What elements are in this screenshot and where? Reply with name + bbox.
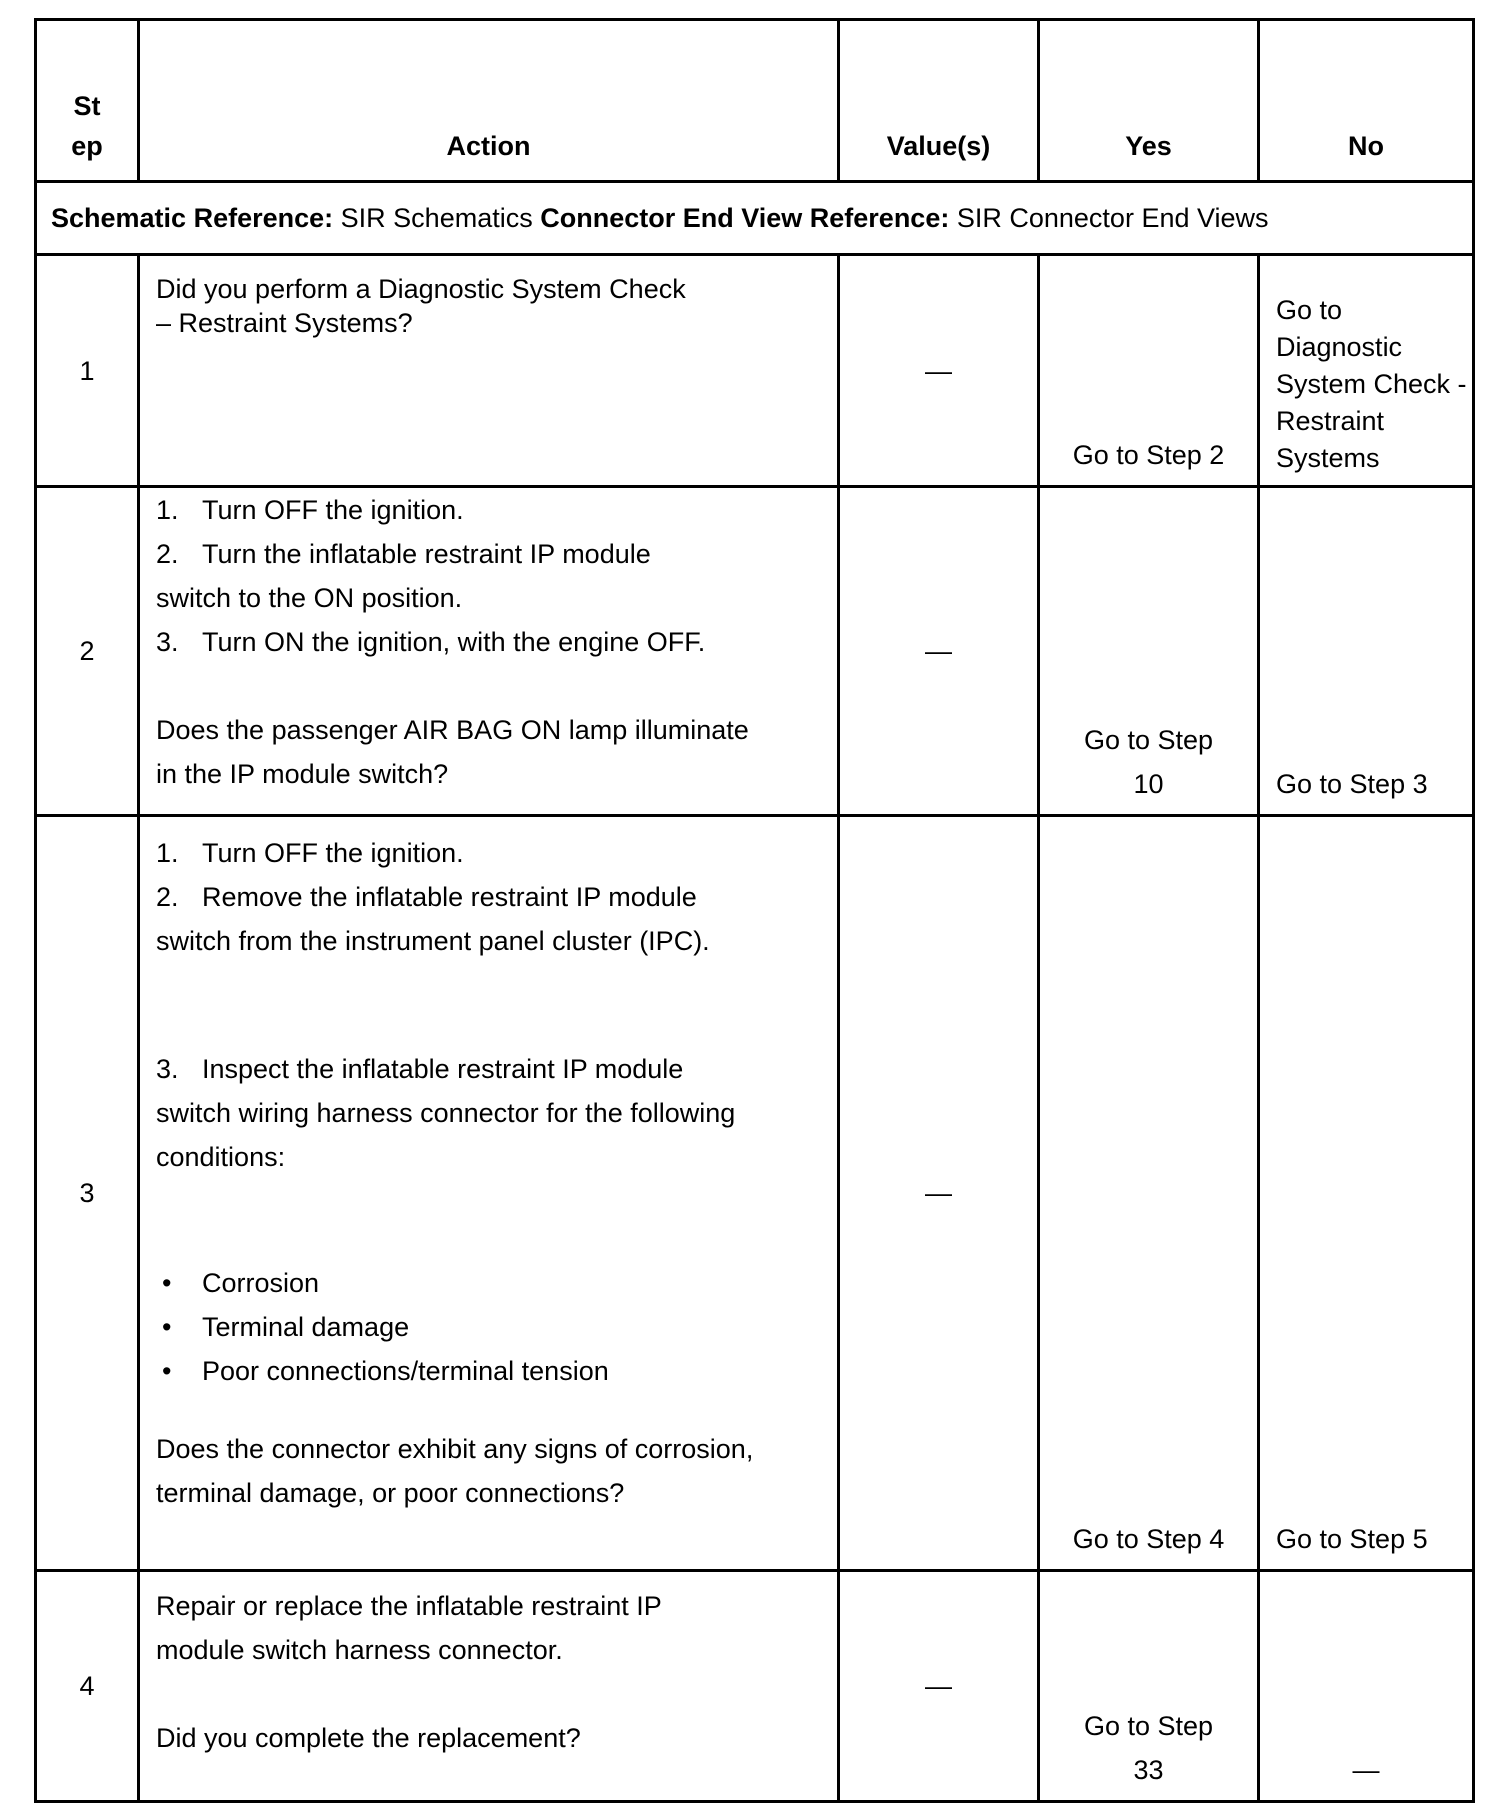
bullet-text: Poor connections/terminal tension (202, 1356, 609, 1386)
list-number: 2. (156, 539, 179, 569)
action-question: Did you complete the replacement? (156, 1723, 581, 1753)
no-line: Diagnostic (1276, 332, 1403, 362)
action-text: switch wiring harness connector for the following (156, 1098, 736, 1128)
list-number: 3. (156, 627, 179, 657)
no-line: Restraint (1276, 406, 1385, 436)
bullet-icon: • (162, 1268, 172, 1298)
no-cell (1259, 255, 1474, 487)
reference-row (36, 182, 1474, 255)
yes-line: Go to Step (1083, 1711, 1214, 1741)
action-text: Turn OFF the ignition. (202, 495, 464, 525)
action-question: in the IP module switch? (156, 759, 449, 789)
spacer (156, 1179, 821, 1261)
list-number: 1. (156, 495, 179, 525)
bullet-icon: • (162, 1356, 172, 1386)
step-number: 2 (36, 487, 139, 816)
action-text: Inspect the inflatable restraint IP module (202, 1054, 684, 1084)
connector-reference-value: SIR Connector End Views (956, 203, 1269, 233)
action-list-item (156, 488, 821, 532)
header-step (36, 20, 139, 182)
action-text: Repair or replace the inflatable restraint IP (156, 1591, 662, 1621)
action-cell (139, 487, 839, 816)
bullet-item (156, 1261, 821, 1305)
bullet-text: Terminal damage (202, 1312, 410, 1342)
action-question: Does the connector exhibit any signs of corrosion, (156, 1434, 754, 1464)
value-cell: — (839, 255, 1039, 487)
bullet-text: Corrosion (202, 1268, 320, 1298)
action-text: Turn ON the ignition, with the engine OFF. (202, 627, 706, 657)
spacer (156, 1393, 821, 1427)
header-yes: Yes (1039, 20, 1259, 182)
yes-line: Go to Step (1083, 725, 1214, 755)
header-action: Action (139, 20, 839, 182)
table-row (36, 487, 1474, 816)
reference-cell (36, 182, 1474, 255)
action-line: Did you perform a Diagnostic System Check (156, 274, 686, 304)
schematic-reference-label: Schematic Reference: (51, 203, 334, 233)
header-step-label: St ep (71, 91, 103, 161)
yes-cell: Go to Step 4 (1039, 816, 1259, 1571)
diagnostic-table (34, 18, 1475, 1803)
yes-line: 10 (1133, 769, 1164, 799)
step-number: 3 (36, 816, 139, 1571)
no-cell: Go to Step 3 (1259, 487, 1474, 816)
list-number: 1. (156, 838, 179, 868)
action-question: Does the passenger AIR BAG ON lamp illuminate (156, 715, 749, 745)
action-question: terminal damage, or poor connections? (156, 1478, 625, 1508)
yes-cell (1039, 1571, 1259, 1802)
bullet-item (156, 1349, 821, 1393)
action-text: switch from the instrument panel cluster (IPC). (156, 926, 710, 956)
yes-cell (1039, 487, 1259, 816)
no-cell: — (1259, 1571, 1474, 1802)
action-cell (139, 255, 839, 487)
spacer (156, 1672, 821, 1716)
action-text: Turn the inflatable restraint IP module (202, 539, 651, 569)
action-list-item (156, 532, 821, 576)
action-list-item (156, 831, 821, 875)
header-no: No (1259, 20, 1474, 182)
action-list-item (156, 875, 821, 919)
action-text: Turn OFF the ignition. (202, 838, 464, 868)
yes-cell: Go to Step 2 (1039, 255, 1259, 487)
step-number: 1 (36, 255, 139, 487)
table-row (36, 816, 1474, 1571)
connector-reference-label: Connector End View Reference: (540, 203, 950, 233)
action-list-item (156, 620, 821, 664)
no-cell: Go to Step 5 (1259, 816, 1474, 1571)
schematic-reference-value: SIR Schematics (340, 203, 533, 233)
header-values: Value(s) (839, 20, 1039, 182)
action-cell (139, 816, 839, 1571)
table-row (36, 1571, 1474, 1802)
action-text: switch to the ON position. (156, 583, 463, 613)
list-number: 2. (156, 882, 179, 912)
no-line: Systems (1276, 443, 1380, 473)
header-row (36, 20, 1474, 182)
value-cell: — (839, 816, 1039, 1571)
action-text: Remove the inflatable restraint IP module (202, 882, 697, 912)
step-number: 4 (36, 1571, 139, 1802)
bullet-icon: • (162, 1312, 172, 1342)
action-list-item (156, 1047, 821, 1091)
action-text: module switch harness connector. (156, 1635, 563, 1665)
spacer (156, 963, 821, 1047)
action-cell (139, 1571, 839, 1802)
bullet-item (156, 1305, 821, 1349)
no-line: Go to (1276, 295, 1343, 325)
list-number: 3. (156, 1054, 179, 1084)
spacer (156, 664, 821, 708)
action-text: conditions: (156, 1142, 286, 1172)
yes-line: 33 (1133, 1755, 1164, 1785)
no-line: System Check - (1276, 369, 1467, 399)
action-line: – Restraint Systems? (156, 308, 413, 338)
value-cell: — (839, 487, 1039, 816)
value-cell: — (839, 1571, 1039, 1802)
table-row (36, 255, 1474, 487)
